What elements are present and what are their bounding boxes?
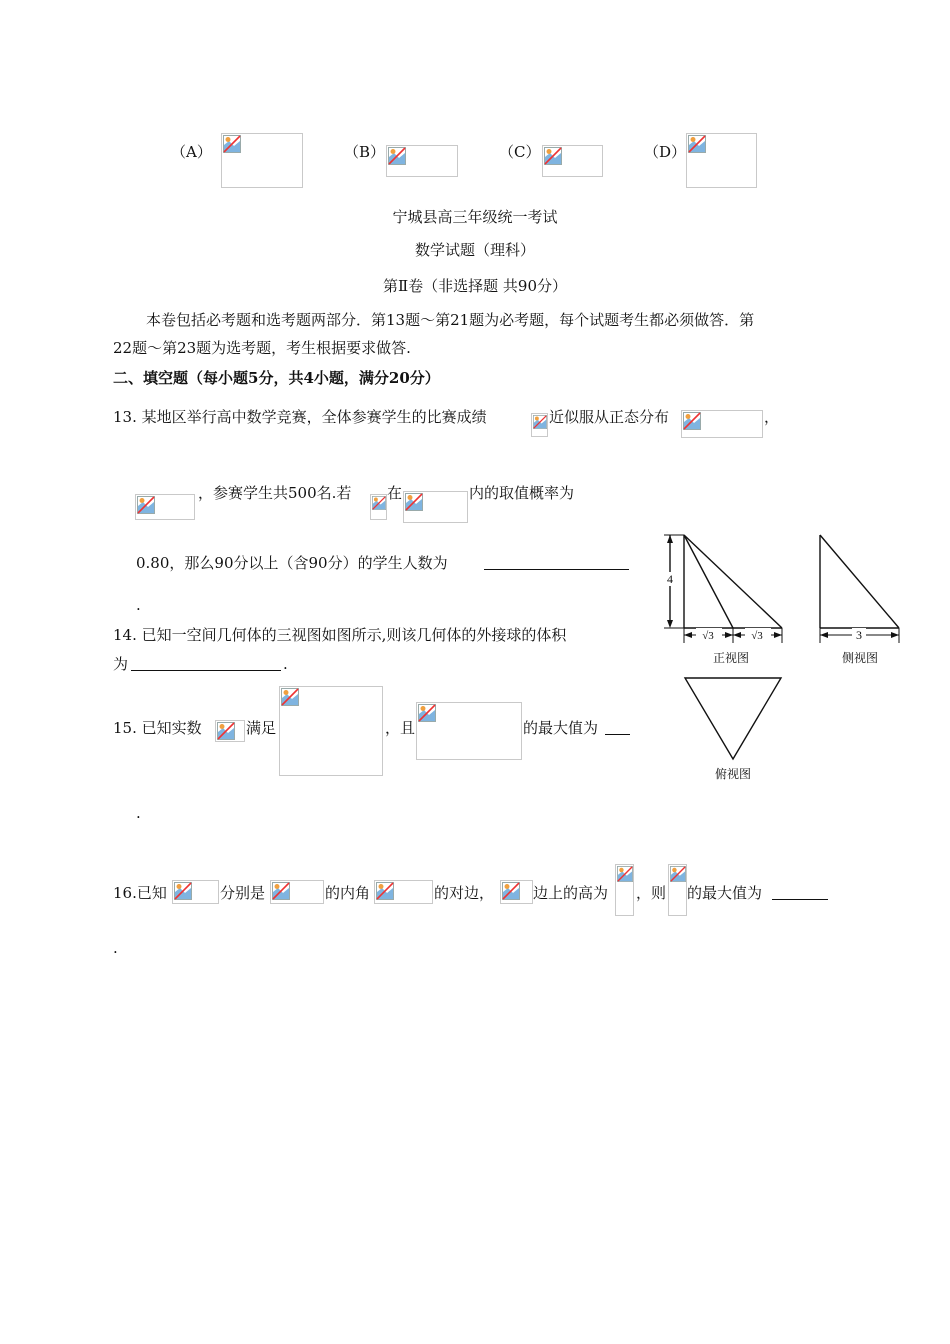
broken-image-icon: [174, 882, 192, 900]
option-b-image: [386, 145, 458, 177]
q15-text-d: 的最大值为: [523, 719, 599, 737]
q13-text-b: 近似服从正态分布: [549, 408, 670, 426]
option-a-label: （A）: [171, 143, 212, 161]
q13-formula-5: [403, 491, 468, 523]
broken-image-icon: [683, 412, 701, 430]
option-b-label: （B）: [344, 143, 386, 161]
q15-text-b: 满足: [246, 719, 277, 737]
intro-line-1: 本卷包括必考题和选考题两部分．第13题～第21题为必考题，每个试题考生都必须做答．第: [146, 311, 755, 329]
q13-text-a: 13. 某地区举行高中数学竞赛，全体参赛学生的比赛成绩: [113, 408, 487, 426]
q15-text-e: .: [136, 804, 141, 822]
broken-image-icon: [544, 147, 562, 165]
q15-answer-blank: [605, 734, 630, 735]
option-d-label: （D）: [644, 143, 687, 161]
broken-image-icon: [281, 688, 299, 706]
q13-text-d: ，参赛学生共500名.若: [198, 484, 352, 502]
top-view-caption: 俯视图: [714, 767, 752, 781]
subject-title: 数学试题（理科）: [414, 241, 535, 259]
front-view: [664, 535, 782, 643]
broken-image-icon: [688, 135, 706, 153]
option-d-image: [686, 133, 757, 188]
q16-formula-1: [172, 880, 219, 904]
q15-formula-1: [215, 720, 245, 742]
broken-image-icon: [388, 147, 406, 165]
side-width-label: 3: [856, 628, 862, 642]
q15-text-c: ，且: [385, 719, 416, 737]
option-a-image: [221, 133, 303, 188]
q14-text-c: .: [283, 655, 288, 673]
broken-image-icon: [376, 882, 394, 900]
option-c-label: （C）: [499, 143, 541, 161]
q16-formula-2: [270, 880, 324, 904]
q16-formula-4: [500, 880, 533, 904]
side-view-caption: 侧视图: [841, 651, 879, 665]
broken-image-icon: [223, 135, 241, 153]
q13-formula-2: [681, 410, 763, 438]
height-label: 4: [667, 572, 673, 586]
q13-formula-1: [531, 413, 548, 437]
broken-image-icon: [372, 496, 386, 510]
broken-image-icon: [418, 704, 436, 722]
section-heading: 二、填空题（每小题5分，共4小题，满分20分）: [113, 369, 440, 387]
intro-line-2: 22题～第23题为选考题，考生根据要求做答.: [113, 339, 411, 357]
q16-text-f: ，则: [636, 884, 667, 902]
broken-image-icon: [405, 493, 423, 511]
q13-answer-blank: [484, 569, 629, 570]
front-view-caption: 正视图: [712, 651, 750, 665]
broken-image-icon: [217, 722, 235, 740]
q16-formula-5: [615, 864, 634, 916]
q13-text-g: 0.80，那么90分以上（含90分）的学生人数为: [136, 554, 448, 572]
q15-formula-3: [416, 702, 522, 760]
q16-text-a: 16.已知: [113, 884, 167, 902]
q16-formula-6: [668, 864, 687, 916]
q16-answer-blank: [772, 899, 828, 900]
front-left-label: √3: [702, 630, 714, 642]
q15-formula-2: [279, 686, 383, 776]
three-view-diagram: [650, 525, 910, 785]
broken-image-icon: [617, 866, 633, 882]
broken-image-icon: [502, 882, 520, 900]
q16-text-h: .: [113, 939, 118, 957]
q13-text-f: 内的取值概率为: [469, 484, 575, 502]
q13-formula-3: [135, 494, 195, 520]
exam-title: 宁城县高三年级统一考试: [392, 208, 558, 226]
q15-text-a: 15. 已知实数: [113, 719, 202, 737]
q14-text-a: 14. 已知一空间几何体的三视图如图所示,则该几何体的外接球的体积: [113, 626, 567, 644]
q13-formula-4: [370, 494, 387, 520]
q13-text-h: .: [136, 596, 141, 614]
q14-text-b: 为: [113, 655, 129, 673]
top-view: [685, 678, 781, 759]
part-title: 第Ⅱ卷（非选择题 共90分）: [382, 277, 568, 295]
q14-answer-blank: [131, 670, 281, 671]
q16-text-d: 的对边，: [434, 884, 495, 902]
broken-image-icon: [272, 882, 290, 900]
broken-image-icon: [137, 496, 155, 514]
side-view: [820, 535, 899, 643]
broken-image-icon: [670, 866, 686, 882]
front-right-label: √3: [751, 630, 763, 642]
q16-text-g: 的最大值为: [687, 884, 763, 902]
q16-text-e: 边上的高为: [533, 884, 609, 902]
q16-formula-3: [374, 880, 433, 904]
q16-text-c: 的内角: [325, 884, 371, 902]
broken-image-icon: [533, 415, 547, 429]
q13-text-c: ，: [764, 408, 780, 426]
option-c-image: [542, 145, 603, 177]
q13-text-e: 在: [387, 484, 403, 502]
q16-text-b: 分别是: [220, 884, 266, 902]
